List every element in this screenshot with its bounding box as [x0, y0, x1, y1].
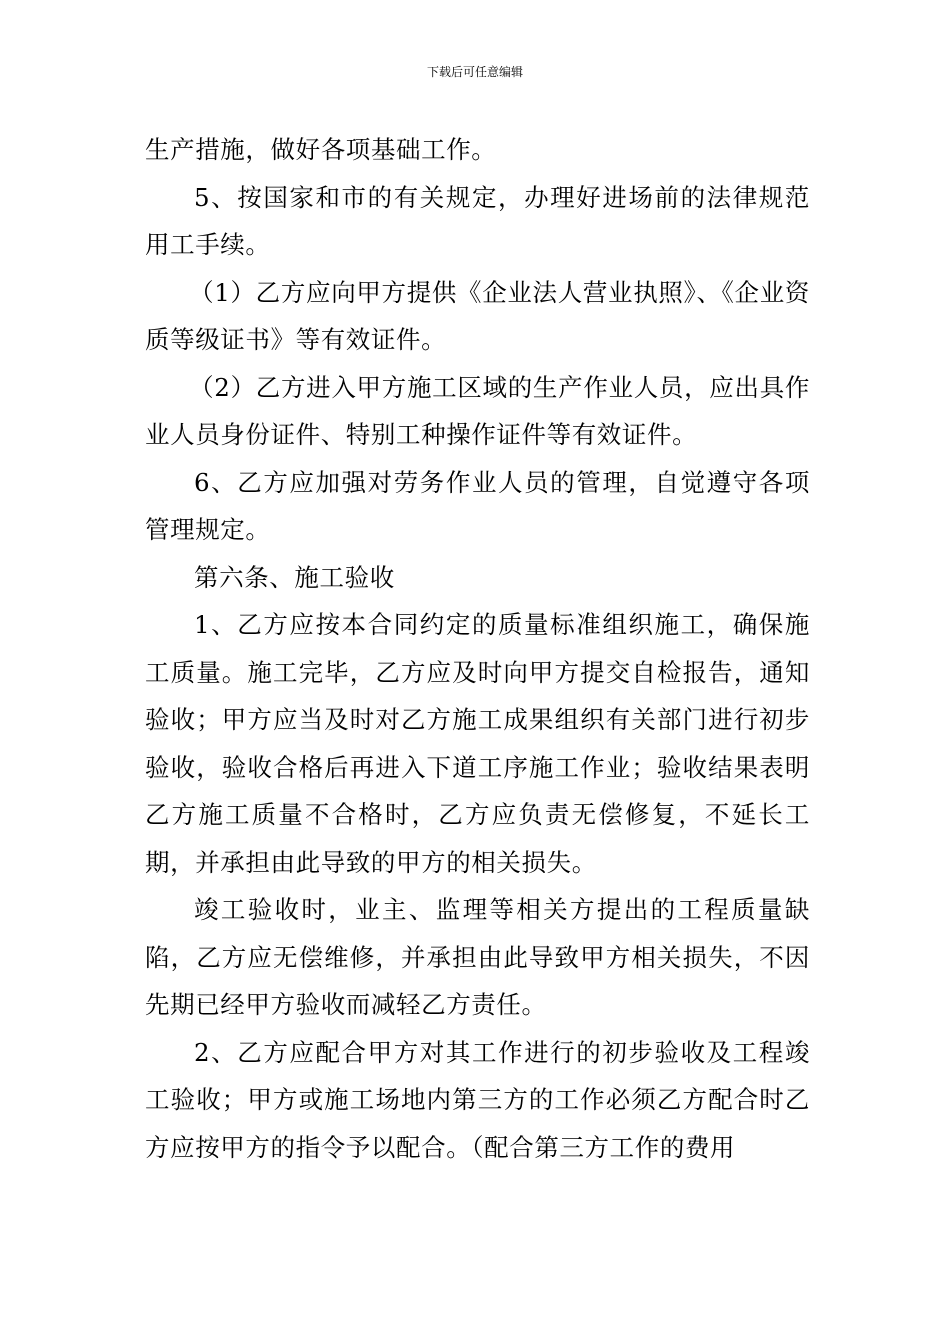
- section-heading-article-6: 第六条、施工验收: [194, 562, 395, 592]
- paragraph-item-6: 6、乙方应加强对劳务作业人员的管理，自觉遵守各项管理规定。: [145, 467, 810, 544]
- paragraph-subitem-1: （1）乙方应向甲方提供《企业法人营业执照》、《企业资质等级证书》等有效证件。: [145, 277, 810, 354]
- page-header-note: 下载后可任意编辑: [426, 65, 523, 79]
- paragraph-item-5: 5、按国家和市的有关规定，办理好进场前的法律规范用工手续。: [145, 182, 810, 259]
- document-body: [145, 126, 810, 1171]
- paragraph-subitem-2: （2）乙方进入甲方施工区域的生产作业人员，应出具作业人员身份证件、特别工种操作证件等有效证件。: [145, 372, 810, 449]
- paragraph-continuation: 生产措施，做好各项基础工作。: [145, 135, 497, 164]
- paragraph-final-acceptance: 竣工验收时，业主、监理等相关方提出的工程质量缺陷，乙方应无偿维修，并承担由此导致甲方相关损失，不因先期已经甲方验收而减轻乙方责任。: [145, 895, 810, 1019]
- paragraph-acceptance-1: 1、乙方应按本合同约定的质量标准组织施工，确保施工质量。施工完毕，乙方应及时向甲方提交自检报告，通知验收；甲方应当及时对乙方施工成果组织有关部门进行初步验收，验收合格后再进入下道工序施工作业；验收结果表明乙方施工质量不合格时，乙方应负责无偿修复，不延长工期，并承担由此导致的甲方的相关损失。: [145, 610, 810, 877]
- paragraph-acceptance-2: 2、乙方应配合甲方对其工作进行的初步验收及工程竣工验收；甲方或施工场地内第三方的工作必须乙方配合时乙方应按甲方的指令予以配合。（配合第三方工作的费用: [145, 1037, 810, 1162]
